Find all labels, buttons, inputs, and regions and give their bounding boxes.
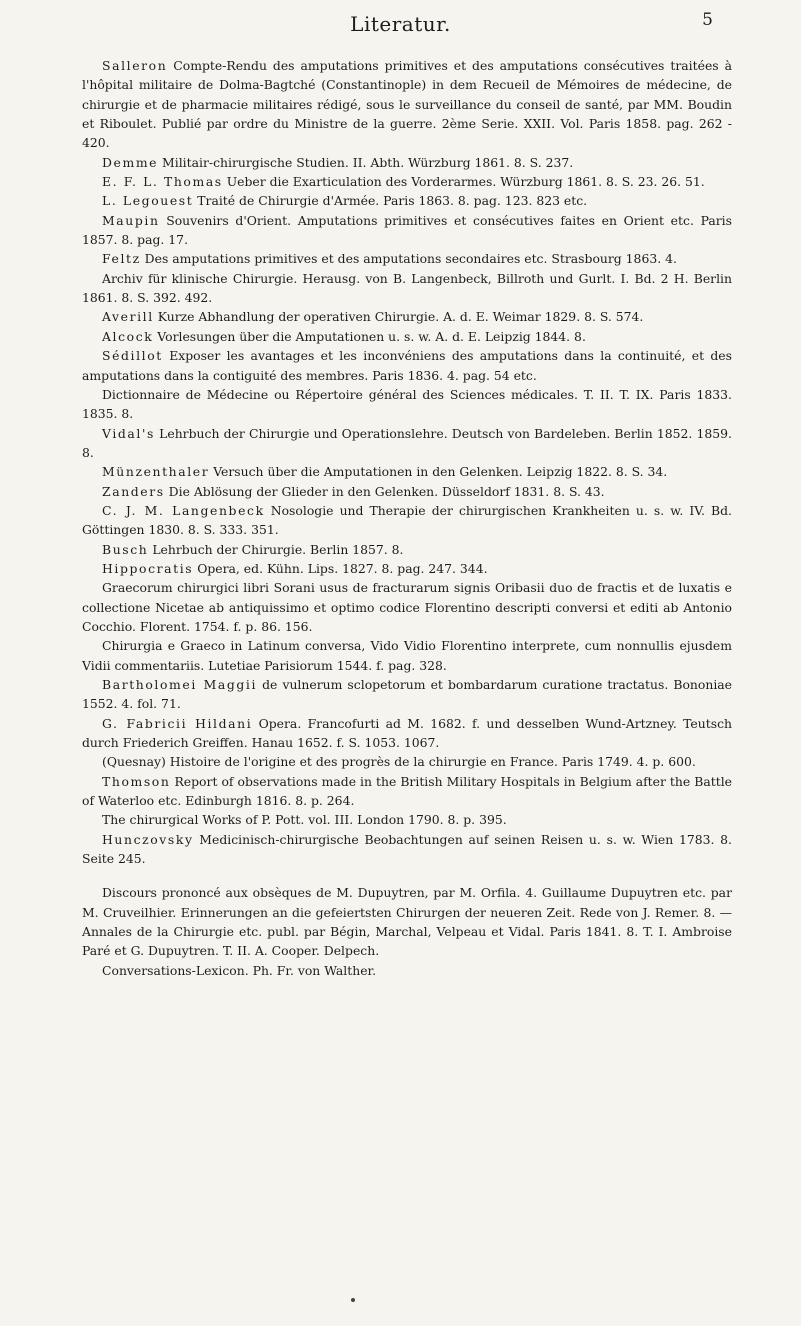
- entry-author: Maupin: [102, 212, 160, 228]
- entry-text: de vulnerum sclopetorum et bombardarum curatione tractatus. Bononiae 1552. 4. fol. 71.: [82, 677, 733, 712]
- entry-text: Graecorum chirurgici libri Sorani usus de fracturarum signis Oribasii duo de fractis et de luxatis e collectione Nicetae ab antiquissimo et optimo codice Florentino descripti conversi et editi ab Antonio Cocchio. Florent. 1754. f. p. 86. 156.: [82, 580, 732, 634]
- bibliography-entry: [82, 172, 732, 191]
- entry-text: Opera, ed. Kühn. Lips. 1827. 8. pag. 247. 344.: [193, 560, 488, 576]
- bibliography-entry: [82, 772, 732, 811]
- entry-text: Compte-Rendu des amputations primitives et des amputations consécutives traitées à l'hôpital militaire de Dolma-Bagtché (Constantinople) in dem Recueil de Mémoires de médecine, de chirurgie et de pharmacie militaires rédigé, sous le surveillance du conseil de santé, par MM. Boudin et Riboulet. Publié par ordre du Ministre de la guerre. 2ème Serie. XXII. Vol. Paris 1858. pag. 262 - 420.: [82, 58, 732, 151]
- entry-text: Conversations-Lexicon. Ph. Fr. von Walther.: [102, 962, 377, 978]
- entry-author: Thomson: [102, 773, 171, 789]
- bibliography-entry: [82, 385, 732, 424]
- entry-author: Feltz: [102, 251, 141, 267]
- bibliography-entry: [82, 675, 732, 714]
- entry-author: Hunczovsky: [102, 831, 194, 847]
- bibliography-entry: [82, 307, 732, 326]
- bibliography-entry: [82, 191, 732, 210]
- entry-author: Salleron: [102, 58, 168, 73]
- bibliography-entry: [82, 559, 732, 578]
- entry-author: Vidal's: [102, 425, 155, 441]
- bibliography-entry: [82, 636, 732, 675]
- entry-author: Sédillot: [102, 348, 163, 364]
- entry-text: Ueber die Exarticulation des Vorderarmes. Würzburg 1861. 8. S. 23. 26. 51.: [222, 174, 705, 190]
- entry-text: Exposer les avantages et les inconvéniens des amputations dans la continuité, et des amputations dans la contiguité des membres. Paris 1836. 4. pag. 54 etc.: [82, 348, 732, 383]
- bibliography-entry: [82, 249, 732, 268]
- entry-text: Chirurgia e Graeco in Latinum conversa, Vido Vidio Florentino interprete, cum nonnullis ejusdem Vidii commentariis. Lutetiae Parisiorum 1544. f. pag. 328.: [82, 638, 732, 673]
- bibliography-entry: [82, 482, 732, 501]
- entry-text: Medicinisch-chirurgische Beobachtungen auf seinen Reisen u. s. w. Wien 1783. 8. Seite 245.: [82, 831, 732, 867]
- bibliography-entry: [82, 56, 732, 153]
- entry-author: G. Fabricii Hildani: [102, 715, 253, 731]
- entry-text: Souvenirs d'Orient. Amputations primitives et consécutives faites en Orient etc. Paris 1857. 8. pag. 17.: [82, 212, 732, 248]
- bibliography-entry: [82, 346, 732, 385]
- entry-text: Archiv für klinische Chirurgie. Herausg. von B. Langenbeck, Billroth und Gurlt. I. Bd. 2 H. Berlin 1861. 8. S. 392. 492.: [82, 270, 732, 306]
- entry-text: Versuch über die Amputationen in den Gelenken. Leipzig 1822. 8. S. 34.: [209, 464, 668, 480]
- bibliography-entry: [82, 883, 732, 960]
- entry-text: Des amputations primitives et des amputations secondaires etc. Strasbourg 1863. 4.: [140, 251, 677, 267]
- bibliography-entry: [82, 540, 732, 559]
- bibliography-entry: [82, 578, 732, 636]
- running-head: Literatur.: [350, 12, 451, 36]
- bibliography-entry: [82, 269, 732, 308]
- bibliography-entry: [82, 424, 732, 463]
- entry-text: The chirurgical Works of P. Pott. vol. III. London 1790. 8. p. 395.: [102, 812, 507, 828]
- entry-text: Vorlesungen über die Amputationen u. s. w. A. d. E. Leipzig 1844. 8.: [153, 328, 586, 344]
- entry-author: Averill: [102, 309, 154, 325]
- entry-text: Opera. Francofurti ad M. 1682. f. und desselben Wund-Artzney. Teutsch durch Friederich Greiffen. Hanau 1652. f. S. 1053. 1067.: [82, 715, 732, 751]
- entry-author: Bartholomei Maggii: [102, 677, 258, 692]
- bibliography-entry: [82, 961, 732, 980]
- entry-text: Kurze Abhandlung der operativen Chirurgie. A. d. E. Weimar 1829. 8. S. 574.: [153, 309, 644, 325]
- bibliography-entry: [82, 830, 732, 869]
- entry-text: Discours prononcé aux obsèques de M. Dupuytren, par M. Orfila. 4. Guillaume Dupuytren etc. par M. Cruveilhier. Erinnerungen an die gefeiertsten Chirurgen der neueren Zeit. Rede von J. Remer. 8. — Annales de la Chirurgie etc. publ. par Bégin, Marchal, Velpeau et Vidal. Paris 1841. 8. T. I. Ambroise Paré et G. Dupuytren. T. II. A. Cooper. Delpech.: [82, 885, 732, 959]
- entry-author: L. Legouest: [102, 193, 194, 209]
- entry-author: Hippocratis: [102, 560, 194, 576]
- bibliography-entry: [82, 211, 732, 250]
- bibliography-entry: [82, 462, 732, 481]
- entry-text: Nosologie und Therapie der chirurgischen Krankheiten u. s. w. IV. Bd. Göttingen 1830. 8. S. 333. 351.: [82, 502, 732, 538]
- bibliography-entry: [82, 714, 732, 753]
- entry-text: Report of observations made in the British Military Hospitals in Belgium after the Battle of Waterloo etc. Edinburgh 1816. 8. p. 264.: [82, 773, 732, 809]
- bibliography-entry: [82, 501, 732, 540]
- entry-author: Demme: [102, 154, 159, 170]
- bibliography-entry: [82, 810, 732, 829]
- bibliography-entry: [82, 327, 732, 346]
- entry-author: Alcock: [102, 328, 154, 344]
- entry-author: Busch: [102, 541, 149, 557]
- entry-author: E. F. L. Thomas: [102, 174, 223, 190]
- entry-text: Die Ablösung der Glieder in den Gelenken. Düsseldorf 1831. 8. S. 43.: [164, 483, 605, 499]
- entry-author: Münzenthaler: [102, 464, 210, 480]
- bibliography-list: [82, 56, 732, 980]
- entry-author: Zanders: [102, 483, 165, 499]
- entry-text: Dictionnaire de Médecine ou Répertoire général des Sciences médicales. T. II. T. IX. Paris 1833. 1835. 8.: [82, 386, 732, 422]
- bibliography-entry: [82, 752, 732, 771]
- entry-author: C. J. M. Langenbeck: [102, 502, 265, 518]
- entry-text: (Quesnay) Histoire de l'origine et des progrès de la chirurgie en France. Paris 1749. 4. p. 600.: [102, 754, 696, 770]
- bibliography-entry: [82, 153, 732, 172]
- entry-text: Militair-chirurgische Studien. II. Abth. Würzburg 1861. 8. S. 237.: [158, 154, 574, 170]
- page-number: 5: [702, 10, 713, 30]
- stray-ink-dot: [351, 1298, 355, 1302]
- entry-text: Lehrbuch der Chirurgie. Berlin 1857. 8.: [148, 541, 404, 557]
- entry-text: Traité de Chirurgie d'Armée. Paris 1863. 8. pag. 123. 823 etc.: [193, 193, 588, 209]
- entry-text: Lehrbuch der Chirurgie und Operationslehre. Deutsch von Bardeleben. Berlin 1852. 1859. 8.: [82, 425, 732, 460]
